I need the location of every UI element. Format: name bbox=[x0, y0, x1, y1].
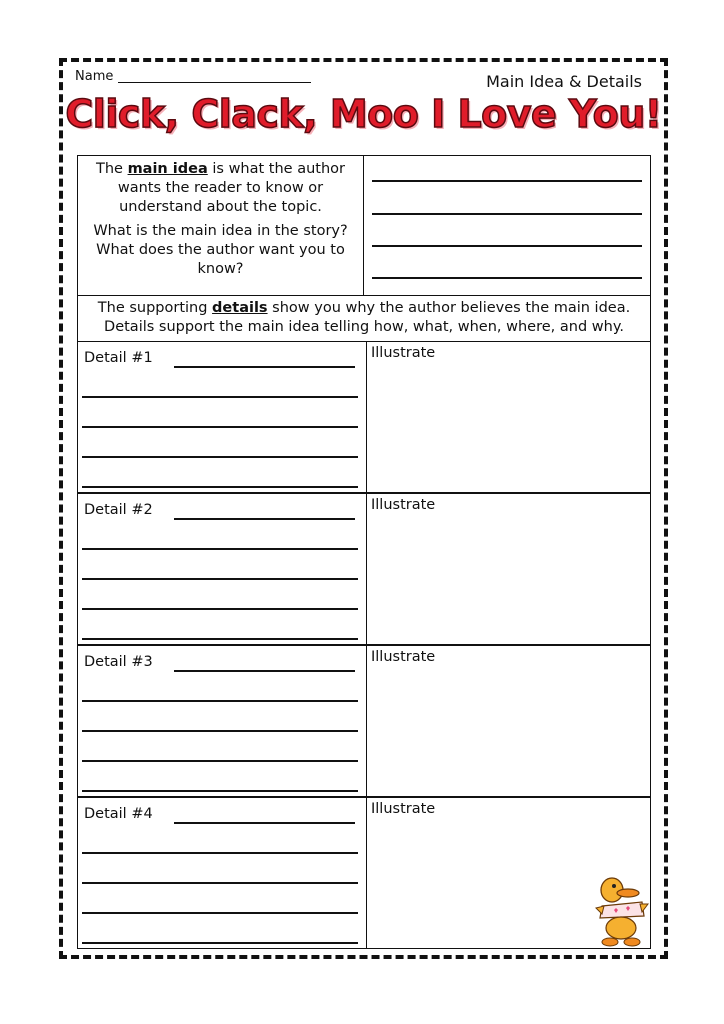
answer-line bbox=[372, 277, 642, 279]
worksheet-title: Click, Clack, Moo I Love You! bbox=[65, 92, 662, 136]
supporting-text-post: show you why the author believes the main idea. Details support the main idea telling how, what, when, where, and why. bbox=[104, 300, 631, 335]
main-idea-box bbox=[77, 155, 651, 296]
detail-heading-line bbox=[174, 366, 355, 368]
illustrate-area bbox=[367, 342, 650, 492]
writing-line bbox=[82, 608, 358, 610]
illustrate-label: Illustrate bbox=[371, 649, 436, 665]
name-label: Name bbox=[75, 69, 114, 84]
writing-line bbox=[82, 700, 358, 702]
writing-line bbox=[82, 638, 358, 640]
detail-row-1 bbox=[77, 341, 651, 493]
detail-heading-line bbox=[174, 822, 355, 824]
detail-label: Detail #4 bbox=[84, 806, 153, 822]
illustrate-label: Illustrate bbox=[371, 345, 436, 361]
writing-line bbox=[82, 730, 358, 732]
illustrate-label: Illustrate bbox=[371, 497, 436, 513]
detail-label: Detail #1 bbox=[84, 350, 153, 366]
writing-line bbox=[82, 548, 358, 550]
detail-writing-area bbox=[78, 798, 367, 948]
main-idea-text-pre: The bbox=[95, 161, 128, 177]
main-idea-question: What is the main idea in the story? What does the author want you to know? bbox=[93, 223, 348, 277]
answer-line bbox=[372, 245, 642, 247]
illustrate-area bbox=[367, 646, 650, 796]
writing-line bbox=[82, 882, 358, 884]
answer-line bbox=[372, 213, 642, 215]
answer-line bbox=[372, 180, 642, 182]
detail-label: Detail #3 bbox=[84, 654, 153, 670]
writing-line bbox=[82, 456, 358, 458]
main-idea-term: main idea bbox=[127, 161, 208, 177]
writing-line bbox=[82, 760, 358, 762]
main-idea-text-post: is what the author wants the reader to know or understand about the topic. bbox=[117, 161, 345, 215]
main-idea-definition bbox=[78, 160, 363, 217]
detail-row-4 bbox=[77, 797, 651, 949]
detail-writing-area bbox=[78, 494, 367, 644]
main-idea-answer-area bbox=[364, 156, 650, 295]
writing-line bbox=[82, 578, 358, 580]
illustrate-label: Illustrate bbox=[371, 801, 436, 817]
writing-line bbox=[82, 790, 358, 792]
detail-heading-line bbox=[174, 670, 355, 672]
duck-icon bbox=[594, 872, 650, 948]
illustrate-area bbox=[367, 494, 650, 644]
supporting-details-box bbox=[77, 295, 651, 342]
supporting-text-pre: The supporting bbox=[97, 300, 213, 316]
writing-line bbox=[82, 486, 358, 488]
detail-writing-area bbox=[78, 342, 367, 492]
name-blank-line bbox=[118, 82, 311, 83]
writing-line bbox=[82, 912, 358, 914]
writing-line bbox=[82, 942, 358, 944]
worksheet-subject: Main Idea & Details bbox=[486, 72, 642, 91]
detail-label: Detail #2 bbox=[84, 502, 153, 518]
detail-row-2 bbox=[77, 493, 651, 645]
writing-line bbox=[82, 426, 358, 428]
writing-line bbox=[82, 396, 358, 398]
main-idea-instructions bbox=[78, 156, 364, 295]
detail-row-3 bbox=[77, 645, 651, 797]
supporting-term: details bbox=[212, 300, 268, 316]
detail-heading-line bbox=[174, 518, 355, 520]
detail-writing-area bbox=[78, 646, 367, 796]
writing-line bbox=[82, 852, 358, 854]
